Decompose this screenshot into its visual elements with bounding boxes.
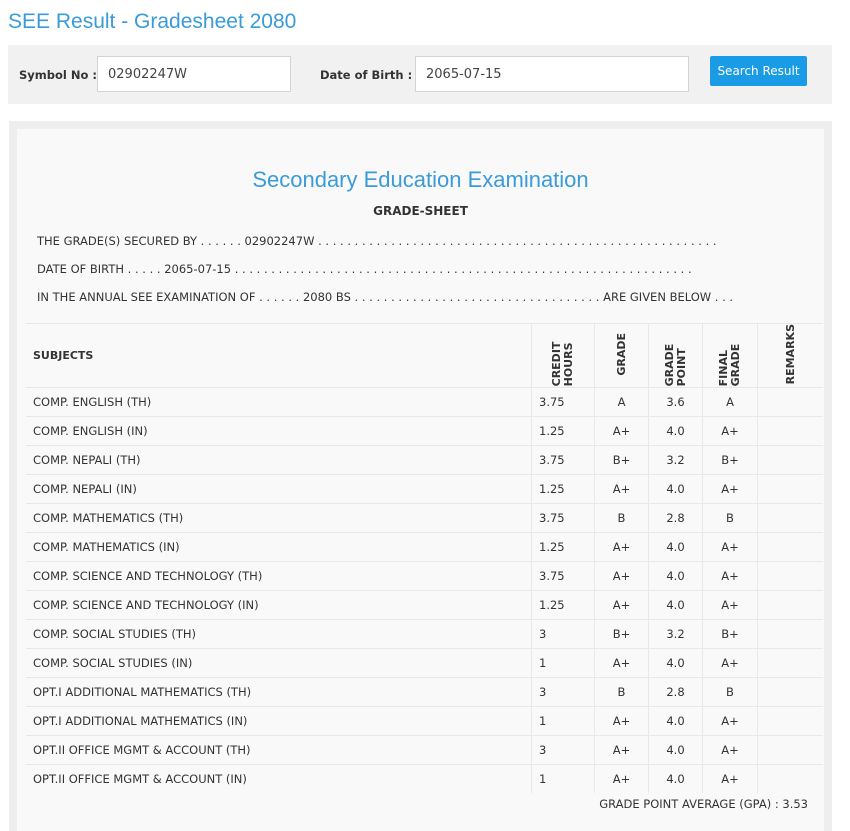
- remarks-cell: [758, 475, 824, 504]
- grade-cell: B: [595, 678, 649, 707]
- grade-point-cell: 3.2: [649, 620, 703, 649]
- table-row: [26, 678, 823, 707]
- grade-cell: B: [595, 504, 649, 533]
- credit-hours-cell: 1.25: [532, 533, 595, 562]
- subject-cell: COMP. ENGLISH (TH): [26, 388, 532, 417]
- exam-line: IN THE ANNUAL SEE EXAMINATION OF . . . . . . 2080 BS . . . . . . . . . . . . . . . . . . . . . . . . . . . . . . . . . . ARE GIVEN BELOW . . .: [37, 290, 734, 304]
- final-grade-cell: B: [703, 678, 758, 707]
- grade-cell: B+: [595, 446, 649, 475]
- gpa-summary: GRADE POINT AVERAGE (GPA) : 3.53: [599, 797, 808, 811]
- remarks-cell: [758, 504, 824, 533]
- subject-cell: COMP. NEPALI (IN): [26, 475, 532, 504]
- grade-point-cell: 2.8: [649, 678, 703, 707]
- header-subjects: SUBJECTS: [26, 324, 532, 388]
- subject-cell: COMP. SOCIAL STUDIES (TH): [26, 620, 532, 649]
- grade-point-cell: 4.0: [649, 417, 703, 446]
- grade-cell: A+: [595, 765, 649, 794]
- credit-hours-cell: 1: [532, 765, 595, 794]
- table-row: [26, 591, 823, 620]
- remarks-cell: [758, 678, 824, 707]
- symbol-no-input[interactable]: [97, 56, 291, 92]
- final-grade-cell: B: [703, 504, 758, 533]
- search-form: [8, 45, 832, 104]
- final-grade-cell: A+: [703, 533, 758, 562]
- grade-cell: A+: [595, 707, 649, 736]
- remarks-cell: [758, 765, 824, 794]
- final-grade-cell: A+: [703, 562, 758, 591]
- gradesheet: [17, 129, 824, 831]
- subject-cell: COMP. SCIENCE AND TECHNOLOGY (TH): [26, 562, 532, 591]
- grade-point-cell: 2.8: [649, 504, 703, 533]
- remarks-cell: [758, 417, 824, 446]
- final-grade-cell: A+: [703, 591, 758, 620]
- table-row: [26, 562, 823, 591]
- credit-hours-cell: 3: [532, 678, 595, 707]
- gradesheet-panel: [9, 121, 832, 831]
- grade-point-cell: 4.0: [649, 736, 703, 765]
- grade-cell: A+: [595, 417, 649, 446]
- final-grade-cell: B+: [703, 620, 758, 649]
- credit-hours-cell: 3.75: [532, 446, 595, 475]
- credit-hours-cell: 3: [532, 620, 595, 649]
- grade-cell: A: [595, 388, 649, 417]
- grade-point-cell: 4.0: [649, 533, 703, 562]
- grade-cell: B+: [595, 620, 649, 649]
- grade-cell: A+: [595, 649, 649, 678]
- subject-cell: COMP. SCIENCE AND TECHNOLOGY (IN): [26, 591, 532, 620]
- final-grade-cell: A+: [703, 417, 758, 446]
- final-grade-cell: A+: [703, 475, 758, 504]
- table-row: [26, 475, 823, 504]
- header-credit-hours: CREDIT HOURS: [532, 324, 595, 388]
- remarks-cell: [758, 388, 824, 417]
- credit-hours-cell: 3.75: [532, 388, 595, 417]
- credit-hours-cell: 1: [532, 649, 595, 678]
- remarks-cell: [758, 736, 824, 765]
- credit-hours-cell: 1: [532, 707, 595, 736]
- dob-line: DATE OF BIRTH . . . . . 2065-07-15 . . . . . . . . . . . . . . . . . . . . . . . . . . . . . . . . . . . . . . . . . . . . . . . . . . . . . . . . . . . . . . .: [37, 262, 692, 276]
- table-row: [26, 504, 823, 533]
- subject-cell: COMP. SOCIAL STUDIES (IN): [26, 649, 532, 678]
- grade-cell: A+: [595, 736, 649, 765]
- grade-point-cell: 4.0: [649, 765, 703, 794]
- remarks-cell: [758, 649, 824, 678]
- credit-hours-cell: 3.75: [532, 562, 595, 591]
- symbol-no-label: Symbol No :: [19, 68, 97, 82]
- credit-hours-cell: 3.75: [532, 504, 595, 533]
- subject-cell: COMP. NEPALI (TH): [26, 446, 532, 475]
- grade-point-cell: 4.0: [649, 562, 703, 591]
- subject-cell: COMP. MATHEMATICS (TH): [26, 504, 532, 533]
- credit-hours-cell: 3: [532, 736, 595, 765]
- final-grade-cell: A+: [703, 707, 758, 736]
- grade-point-cell: 3.6: [649, 388, 703, 417]
- credit-hours-cell: 1.25: [532, 417, 595, 446]
- final-grade-cell: A+: [703, 736, 758, 765]
- grades-table: [26, 323, 823, 793]
- table-row: [26, 446, 823, 475]
- dob-label: Date of Birth :: [320, 68, 413, 82]
- grade-secured-line: THE GRADE(S) SECURED BY . . . . . . 02902247W . . . . . . . . . . . . . . . . . . . . . . . . . . . . . . . . . . . . . . . . . . . . . . . . . . . . . . .: [37, 234, 717, 248]
- subject-cell: COMP. MATHEMATICS (IN): [26, 533, 532, 562]
- subject-cell: OPT.II OFFICE MGMT & ACCOUNT (IN): [26, 765, 532, 794]
- header-final-grade: FINAL GRADE: [703, 324, 758, 388]
- final-grade-cell: A+: [703, 765, 758, 794]
- subject-cell: OPT.I ADDITIONAL MATHEMATICS (IN): [26, 707, 532, 736]
- table-row: [26, 533, 823, 562]
- subject-cell: OPT.I ADDITIONAL MATHEMATICS (TH): [26, 678, 532, 707]
- remarks-cell: [758, 446, 824, 475]
- final-grade-cell: A+: [703, 649, 758, 678]
- dob-input[interactable]: [415, 56, 689, 92]
- subject-cell: COMP. ENGLISH (IN): [26, 417, 532, 446]
- header-grade: GRADE: [595, 324, 649, 388]
- grade-point-cell: 4.0: [649, 707, 703, 736]
- grade-point-cell: 4.0: [649, 591, 703, 620]
- table-row: [26, 649, 823, 678]
- remarks-cell: [758, 620, 824, 649]
- header-remarks: REMARKS: [758, 324, 824, 388]
- table-row: [26, 765, 823, 794]
- table-row: [26, 620, 823, 649]
- remarks-cell: [758, 591, 824, 620]
- grade-point-cell: 4.0: [649, 475, 703, 504]
- search-result-button[interactable]: Search Result: [710, 56, 807, 86]
- subject-cell: OPT.II OFFICE MGMT & ACCOUNT (TH): [26, 736, 532, 765]
- table-row: [26, 736, 823, 765]
- gradesheet-title: GRADE-SHEET: [373, 204, 468, 218]
- final-grade-cell: B+: [703, 446, 758, 475]
- grade-cell: A+: [595, 533, 649, 562]
- remarks-cell: [758, 707, 824, 736]
- credit-hours-cell: 1.25: [532, 591, 595, 620]
- grade-point-cell: 4.0: [649, 649, 703, 678]
- header-grade-point: GRADE POINT: [649, 324, 703, 388]
- remarks-cell: [758, 533, 824, 562]
- exam-title: Secondary Education Examination: [252, 167, 589, 192]
- grade-cell: A+: [595, 562, 649, 591]
- table-header-row: [26, 324, 823, 388]
- table-row: [26, 707, 823, 736]
- grade-point-cell: 3.2: [649, 446, 703, 475]
- grade-cell: A+: [595, 591, 649, 620]
- grade-cell: A+: [595, 475, 649, 504]
- final-grade-cell: A: [703, 388, 758, 417]
- table-row: [26, 388, 823, 417]
- remarks-cell: [758, 562, 824, 591]
- page-title: SEE Result - Gradesheet 2080: [8, 10, 297, 33]
- table-row: [26, 417, 823, 446]
- credit-hours-cell: 1.25: [532, 475, 595, 504]
